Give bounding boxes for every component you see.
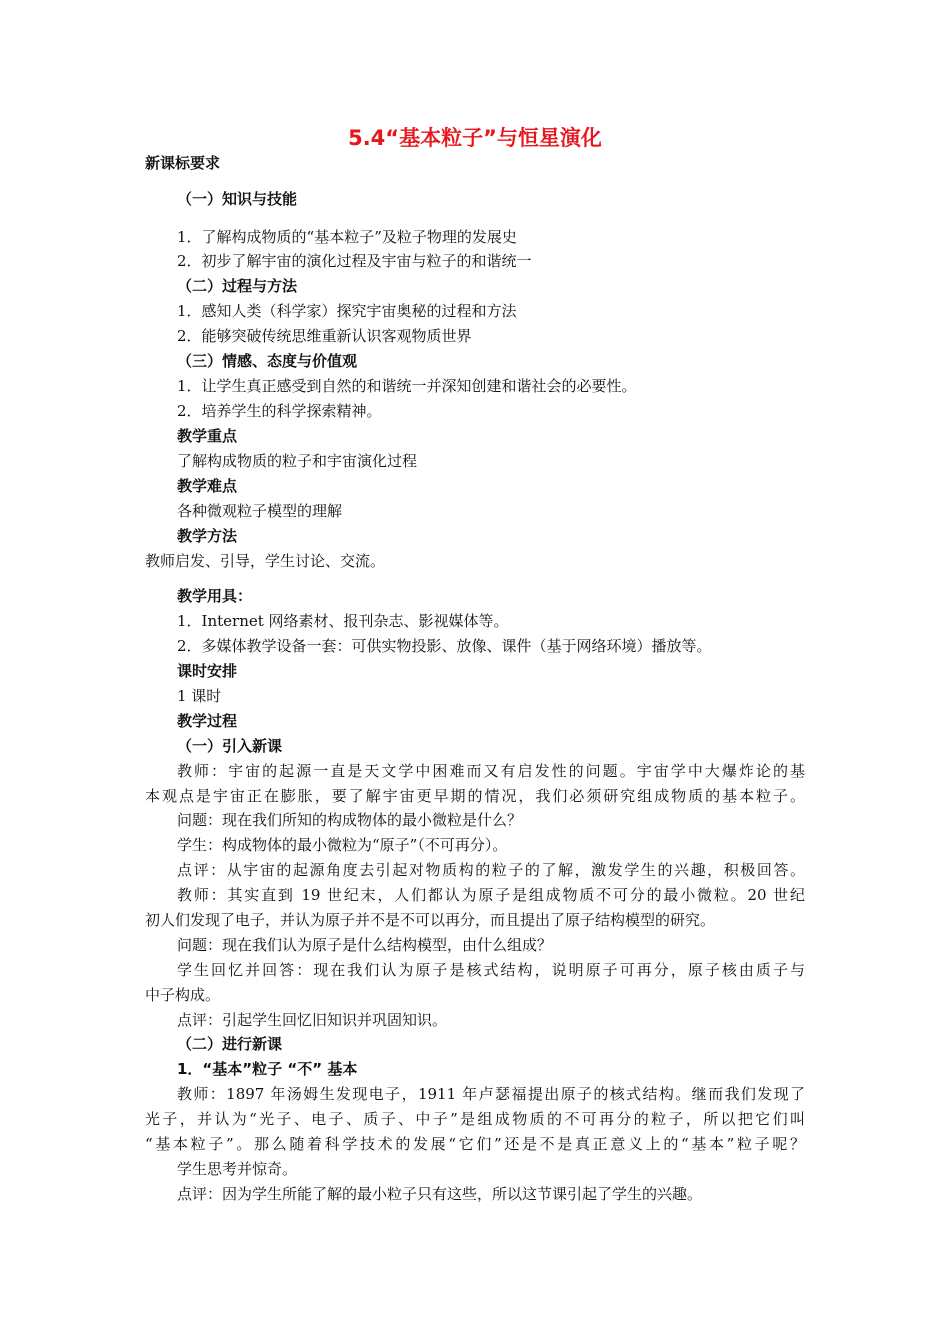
paragraph-line: 问题：现在我们所知的构成物体的最小微粒是什么？ xyxy=(177,811,523,829)
paragraph-line: 问题：现在我们认为原子是什么结构模型，由什么组成？ xyxy=(177,936,553,954)
requirements-heading: 新课标要求 xyxy=(145,154,221,172)
paragraph-line: 教师：1897 年汤姆生发现电子，1911 年卢瑟福提出原子的核式结构。继而我们发现了 xyxy=(177,1085,805,1103)
schedule-text: 1 课时 xyxy=(177,687,222,705)
difficulty-text: 各种微观粒子模型的理解 xyxy=(177,502,343,520)
emotion-item: 1．让学生真正感受到自然的和谐统一并深知创建和谐社会的必要性。 xyxy=(177,377,637,395)
paragraph-line: 教师：其实直到 19 世纪末，人们都认为原子是组成物质不可分的最小微粒。20 世纪 xyxy=(177,886,805,904)
paragraph-line: 本观点是宇宙正在膨胀，要了解宇宙更早期的情况，我们必须研究组成物质的基本粒子。 xyxy=(145,787,805,805)
paragraph-line: 学生思考并惊奇。 xyxy=(177,1160,298,1178)
process2-heading: 教学过程 xyxy=(177,712,238,730)
paragraph-line: 点评：从宇宙的起源角度去引起对物质构的粒子的了解，激发学生的兴趣，积极回答。 xyxy=(177,861,805,879)
paragraph-line: 点评：引起学生回忆旧知识并巩固知识。 xyxy=(177,1011,448,1029)
key-heading: 教学重点 xyxy=(177,427,238,445)
difficulty-heading: 教学难点 xyxy=(177,477,238,495)
paragraph-line: 初人们发现了电子，并认为原子并不是不可以再分，而且提出了原子结构模型的研究。 xyxy=(145,911,716,929)
knowledge-heading: （一）知识与技能 xyxy=(177,190,298,208)
paragraph-line: 学生回忆并回答：现在我们认为原子是核式结构，说明原子可再分，原子核由质子与 xyxy=(177,961,805,979)
tools-item: 2．多媒体教学设备一套：可供实物投影、放像、课件（基于网络环境）播放等。 xyxy=(177,637,712,655)
page-title: 5.4“基本粒子”与恒星演化 xyxy=(348,126,602,150)
intro-heading: （一）引入新课 xyxy=(177,737,283,755)
knowledge-item: 1．了解构成物质的“基本粒子”及粒子物理的发展史 xyxy=(177,228,517,246)
process-item: 1．感知人类（科学家）探究宇宙奥秘的过程和方法 xyxy=(177,302,517,320)
process-item: 2．能够突破传统思维重新认识客观物质世界 xyxy=(177,327,472,345)
paragraph-line: 光子，并认为“光子、电子、质子、中子”是组成物质的不可再分的粒子，所以把它们叫 xyxy=(145,1110,805,1128)
tools-item: 1．Internet 网络素材、报刊杂志、影视媒体等。 xyxy=(177,612,509,630)
paragraph-line: “基本粒子”。那么随着科学技术的发展“它们”还是不是真正意义上的“基本”粒子呢？ xyxy=(145,1135,805,1153)
emotion-heading: （三）情感、态度与价值观 xyxy=(177,352,358,370)
schedule-heading: 课时安排 xyxy=(177,662,238,680)
paragraph-line: 点评：因为学生所能了解的最小粒子只有这些，所以这节课引起了学生的兴趣。 xyxy=(177,1185,703,1203)
paragraph-line: 中子构成。 xyxy=(145,986,221,1004)
key-text: 了解构成物质的粒子和宇宙演化过程 xyxy=(177,452,418,470)
paragraph-line: 教师：宇宙的起源一直是天文学中困难而又有启发性的问题。宇宙学中大爆炸论的基 xyxy=(177,762,805,780)
new-heading: （二）进行新课 xyxy=(177,1035,283,1053)
emotion-item: 2．培养学生的科学探索精神。 xyxy=(177,402,382,420)
process-heading: （二）过程与方法 xyxy=(177,277,298,295)
paragraph-line: 学生：构成物体的最小微粒为“原子”（不可再分）。 xyxy=(177,836,508,854)
method-heading: 教学方法 xyxy=(177,527,238,545)
sub1-heading: 1．“基本”粒子 “不” 基本 xyxy=(177,1060,358,1078)
tools-heading: 教学用具： xyxy=(177,587,253,605)
method-text: 教师启发、引导，学生讨论、交流。 xyxy=(145,552,386,570)
knowledge-item: 2．初步了解宇宙的演化过程及宇宙与粒子的和谐统一 xyxy=(177,252,532,270)
